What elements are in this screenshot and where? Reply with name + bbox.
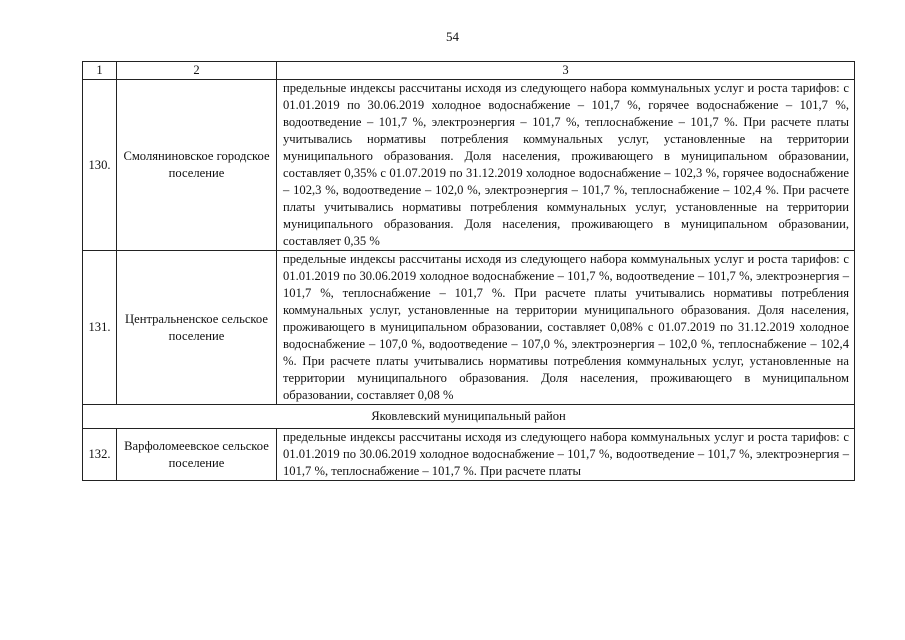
municipality-name: Центральненское сельское поселение [117, 251, 277, 405]
row-number: 130. [83, 80, 117, 251]
region-header-row [83, 405, 855, 429]
tariff-description: предельные индексы рассчитаны исходя из следующего набора коммунальных услуг и роста тарифов: с 01.01.2019 по 30.06.2019 холодное водоснабжение – 101,7 %, водоотведение – 101,7 %, электроэнергия – 101,7 %, теплоснабжение – 101,7 %. При расчете платы [277, 429, 855, 481]
row-number: 131. [83, 251, 117, 405]
table-row [83, 429, 855, 481]
row-number: 132. [83, 429, 117, 481]
municipality-name: Смоляниновское городское поселение [117, 80, 277, 251]
header-cell-3: 3 [277, 62, 855, 80]
tariff-description: предельные индексы рассчитаны исходя из следующего набора коммунальных услуг и роста тарифов: с 01.01.2019 по 30.06.2019 холодное водоснабжение – 101,7 %, горячее водоснабжение – 101,7 %, водоотведение – 101,7 %, электроэнергия – 101,7 %, теплоснабжение – 101,7 %. При расчете платы учитывались нормативы потребления коммунальных услуг, установленные на территории муниципального образования. Доля населения, проживающего в муниципальном образовании, составляет 0,35% с 01.07.2019 по 31.12.2019 холодное водоснабжение – 102,3 %, горячее водоснабжение – 102,3 %, водоотведение – 102,0 %, электроэнергия – 101,7 %, теплоснабжение – 102,4 %. При расчете платы учитывались нормативы потребления коммунальных услуг, установленные на территории муниципального образования. Доля населения, проживающего в муниципальном образовании, составляет 0,35 % [277, 80, 855, 251]
table-row [83, 80, 855, 251]
region-title: Яковлевский муниципальный район [83, 405, 855, 429]
table-header-row [83, 62, 855, 80]
table-row [83, 251, 855, 405]
header-cell-2: 2 [117, 62, 277, 80]
header-cell-1: 1 [83, 62, 117, 80]
page-number: 54 [446, 29, 459, 44]
municipality-name: Варфоломеевское сельское поселение [117, 429, 277, 481]
tariff-description: предельные индексы рассчитаны исходя из следующего набора коммунальных услуг и роста тарифов: с 01.01.2019 по 30.06.2019 холодное водоснабжение – 101,7 %, водоотведение – 101,7 %, электроэнергия – 101,7 %, теплоснабжение – 101,7 %. При расчете платы учитывались нормативы потребления коммунальных услуг, установленные на территории муниципального образования. Доля населения, проживающего в муниципальном образовании, составляет 0,08% с 01.07.2019 по 31.12.2019 холодное водоснабжение – 107,0 %, водоотведение – 107,0 %, электроэнергия – 102,0 %, теплоснабжение – 102,4 %. При расчете платы учитывались нормативы потребления коммунальных услуг, установленные на территории муниципального образования. Доля населения, проживающего в муниципальном образовании, составляет 0,08 % [277, 251, 855, 405]
tariff-table [82, 61, 855, 481]
